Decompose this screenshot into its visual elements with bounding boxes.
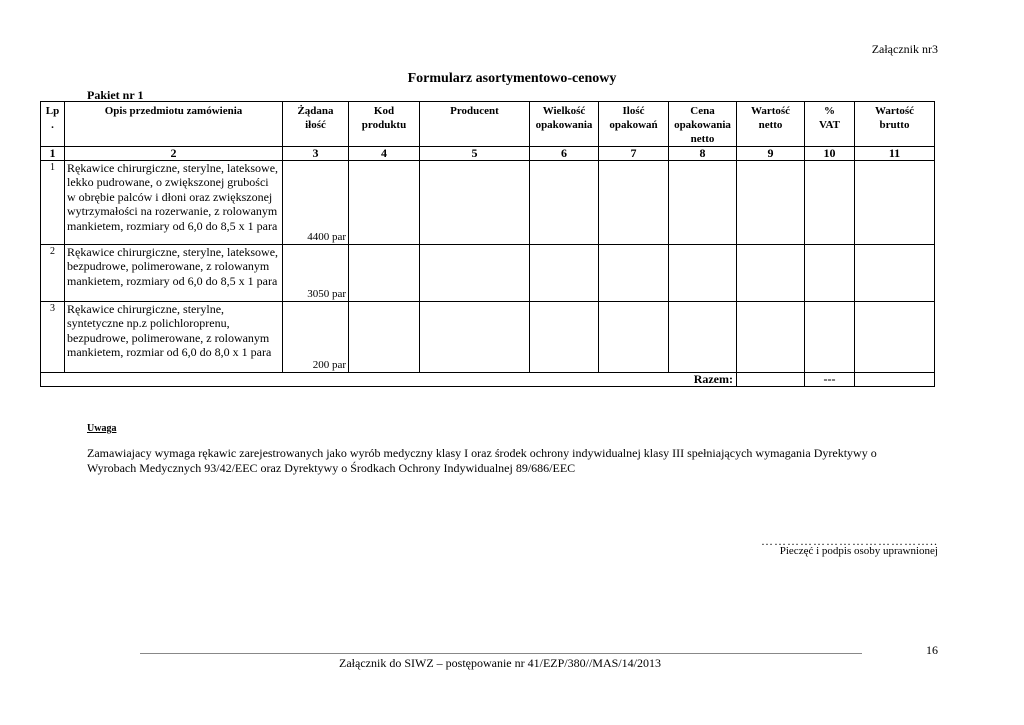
summary-label: Razem: [41,373,737,387]
row-lp: 2 [41,245,65,302]
package-label: Pakiet nr 1 [87,88,144,102]
column-header-product-code: Kod produktu [349,102,420,147]
column-number: 8 [669,147,737,161]
price-form-table [40,101,935,387]
signature-line: ………………………………….. [761,534,938,548]
product-code-cell[interactable] [349,245,420,302]
package-price-cell[interactable] [669,245,737,302]
column-number: 7 [599,147,669,161]
row-description: Rękawice chirurgiczne, sterylne, lateksowe, bezpudrowe, polimerowane, z rolowanym mankietem, rozmiary od 6,0 do 8,5 x 1 para [65,245,283,302]
summary-net-value-cell[interactable] [737,373,805,387]
column-header-gross-value: Wartość brutto [855,102,935,147]
column-number: 10 [805,147,855,161]
row-quantity: 4400 par [283,161,349,245]
signature-caption: Pieczęć i podpis osoby uprawnionej [779,545,938,557]
column-header-package-size: Wielkość opakowania [530,102,599,147]
package-size-cell[interactable] [530,161,599,245]
column-header-vat: % VAT [805,102,855,147]
gross-value-cell[interactable] [855,302,935,373]
column-header-net-value: Wartość netto [737,102,805,147]
package-size-cell[interactable] [530,245,599,302]
package-count-cell[interactable] [599,161,669,245]
row-description: Rękawice chirurgiczne, sterylne, syntetyczne np.z polichloroprenu, bezpudrowe, polimerowane, z rolowanym mankietem, rozmiar od 6,0 do 8,0 x 1 para [65,302,283,373]
column-header-package-count: Ilość opakowań [599,102,669,147]
net-value-cell[interactable] [737,302,805,373]
product-code-cell[interactable] [349,161,420,245]
producer-cell[interactable] [420,245,530,302]
row-lp: 1 [41,161,65,245]
column-number: 4 [349,147,420,161]
table-header-row [41,102,935,147]
package-price-cell[interactable] [669,302,737,373]
column-header-description: Opis przedmiotu zamówienia [65,102,283,147]
summary-gross-value-cell[interactable] [855,373,935,387]
column-header-lp: Lp . [41,102,65,147]
column-number: 3 [283,147,349,161]
table-row [41,245,935,302]
column-header-quantity: Żądana iłość [283,102,349,147]
package-size-cell[interactable] [530,302,599,373]
package-price-cell[interactable] [669,161,737,245]
net-value-cell[interactable] [737,161,805,245]
footer-text: Załącznik do SIWZ – postępowanie nr 41/EZP/380//MAS/14/2013 [339,656,661,670]
package-count-cell[interactable] [599,302,669,373]
row-quantity: 3050 par [283,245,349,302]
row-description: Rękawice chirurgiczne, sterylne, lateksowe, lekko pudrowane, o zwiększonej grubości w obrębie palców i dłoni oraz zwiększonej wytrzymałości na rozerwanie, z rolowanym mankietem, rozmiary od 6,0 do 8,5 x 1 para [65,161,283,245]
vat-cell[interactable] [805,245,855,302]
vat-cell[interactable] [805,161,855,245]
note-text: Zamawiajacy wymaga rękawic zarejestrowanych jako wyrób medyczny klasy I oraz środek ochrony indywidualnej klasy III spełniających wymagania Dyrektywy o Wyrobach Medycznych 93/42/EEC oraz Dyrektywy o Środkach Ochrony Indywidualnej 89/686/EEC [87,446,877,475]
gross-value-cell[interactable] [855,245,935,302]
column-number-row [41,147,935,161]
note-heading: Uwaga [87,423,117,434]
form-title: Formularz asortymentowo-cenowy [407,71,617,86]
table-row [41,302,935,373]
row-lp: 3 [41,302,65,373]
summary-row [41,373,935,387]
column-header-package-price: Cena opakowania netto [669,102,737,147]
column-number: 1 [41,147,65,161]
page-number: 16 [926,643,938,657]
producer-cell[interactable] [420,161,530,245]
producer-cell[interactable] [420,302,530,373]
column-header-producer: Producent [420,102,530,147]
table-row [41,161,935,245]
net-value-cell[interactable] [737,245,805,302]
gross-value-cell[interactable] [855,161,935,245]
column-number: 9 [737,147,805,161]
summary-vat: --- [805,373,855,387]
column-number: 11 [855,147,935,161]
footer-divider [140,653,862,654]
package-count-cell[interactable] [599,245,669,302]
product-code-cell[interactable] [349,302,420,373]
vat-cell[interactable] [805,302,855,373]
column-number: 2 [65,147,283,161]
column-number: 5 [420,147,530,161]
attachment-label: Załącznik nr3 [871,42,938,56]
column-number: 6 [530,147,599,161]
row-quantity: 200 par [283,302,349,373]
